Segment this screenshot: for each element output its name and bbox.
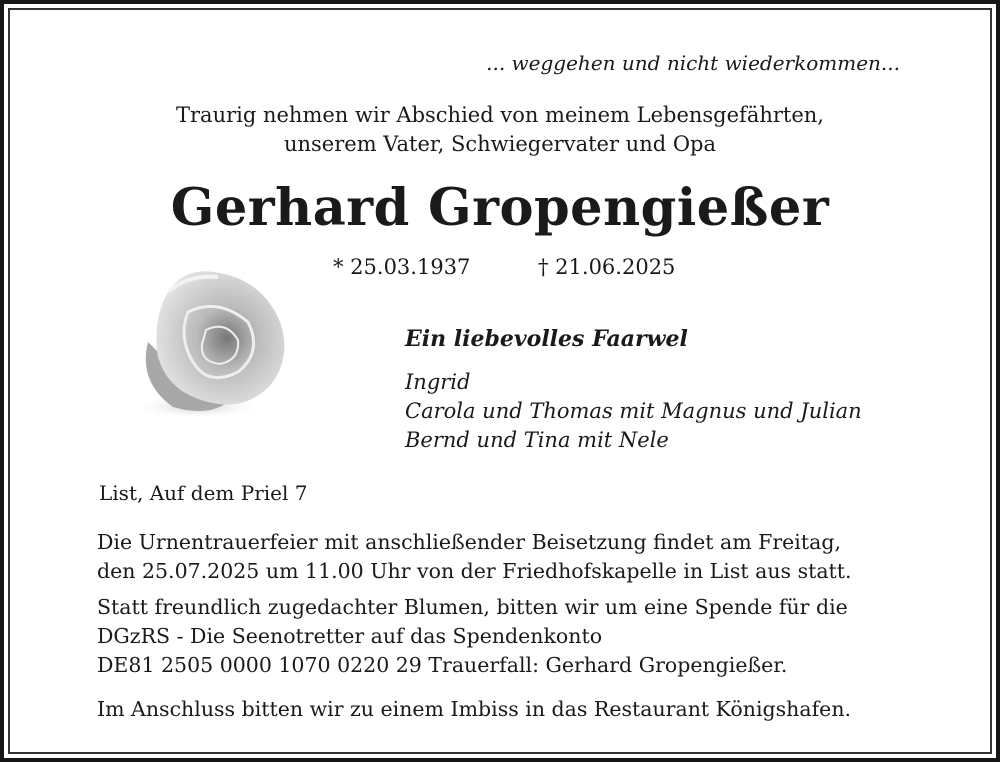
family-member-3: Bernd und Tina mit Nele: [405, 428, 669, 452]
family-member-1: Ingrid: [405, 370, 471, 394]
deceased-name: Gerhard Gropengießer: [170, 178, 830, 238]
intro-line-2: unserem Vater, Schwiegervater und Opa: [283, 132, 717, 156]
family-member-2: Carola und Thomas mit Magnus und Julian: [405, 399, 862, 423]
ceremony-line-2: den 25.07.2025 um 11.00 Uhr von der Friedhofskapelle in List aus statt.: [97, 559, 852, 583]
intro-line-1: Traurig nehmen wir Abschied von meinem Lebensgefährten,: [176, 103, 824, 127]
birth-date: * 25.03.1937: [333, 255, 471, 279]
donation-line-2: DGzRS - Die Seenotretter auf das Spendenkonto: [97, 624, 603, 648]
motto: ... weggehen und nicht wiederkommen...: [486, 51, 900, 75]
closing-note: Im Anschluss bitten wir zu einem Imbiss in das Restaurant Königshafen.: [97, 697, 852, 721]
address: List, Auf dem Priel 7: [99, 481, 308, 505]
rose-image: [128, 262, 293, 422]
death-date: † 21.06.2025: [538, 255, 676, 279]
donation-line-1: Statt freundlich zugedachter Blumen, bitten wir um eine Spende für die: [97, 595, 848, 619]
ceremony-line-1: Die Urnentrauerfeier mit anschließender Beisetzung findet am Freitag,: [97, 530, 841, 554]
donation-line-3: DE81 2505 0000 1070 0220 29 Trauerfall: Gerhard Gropengießer.: [97, 653, 788, 677]
farewell-heading: Ein liebevolles Faarwel: [405, 326, 688, 352]
